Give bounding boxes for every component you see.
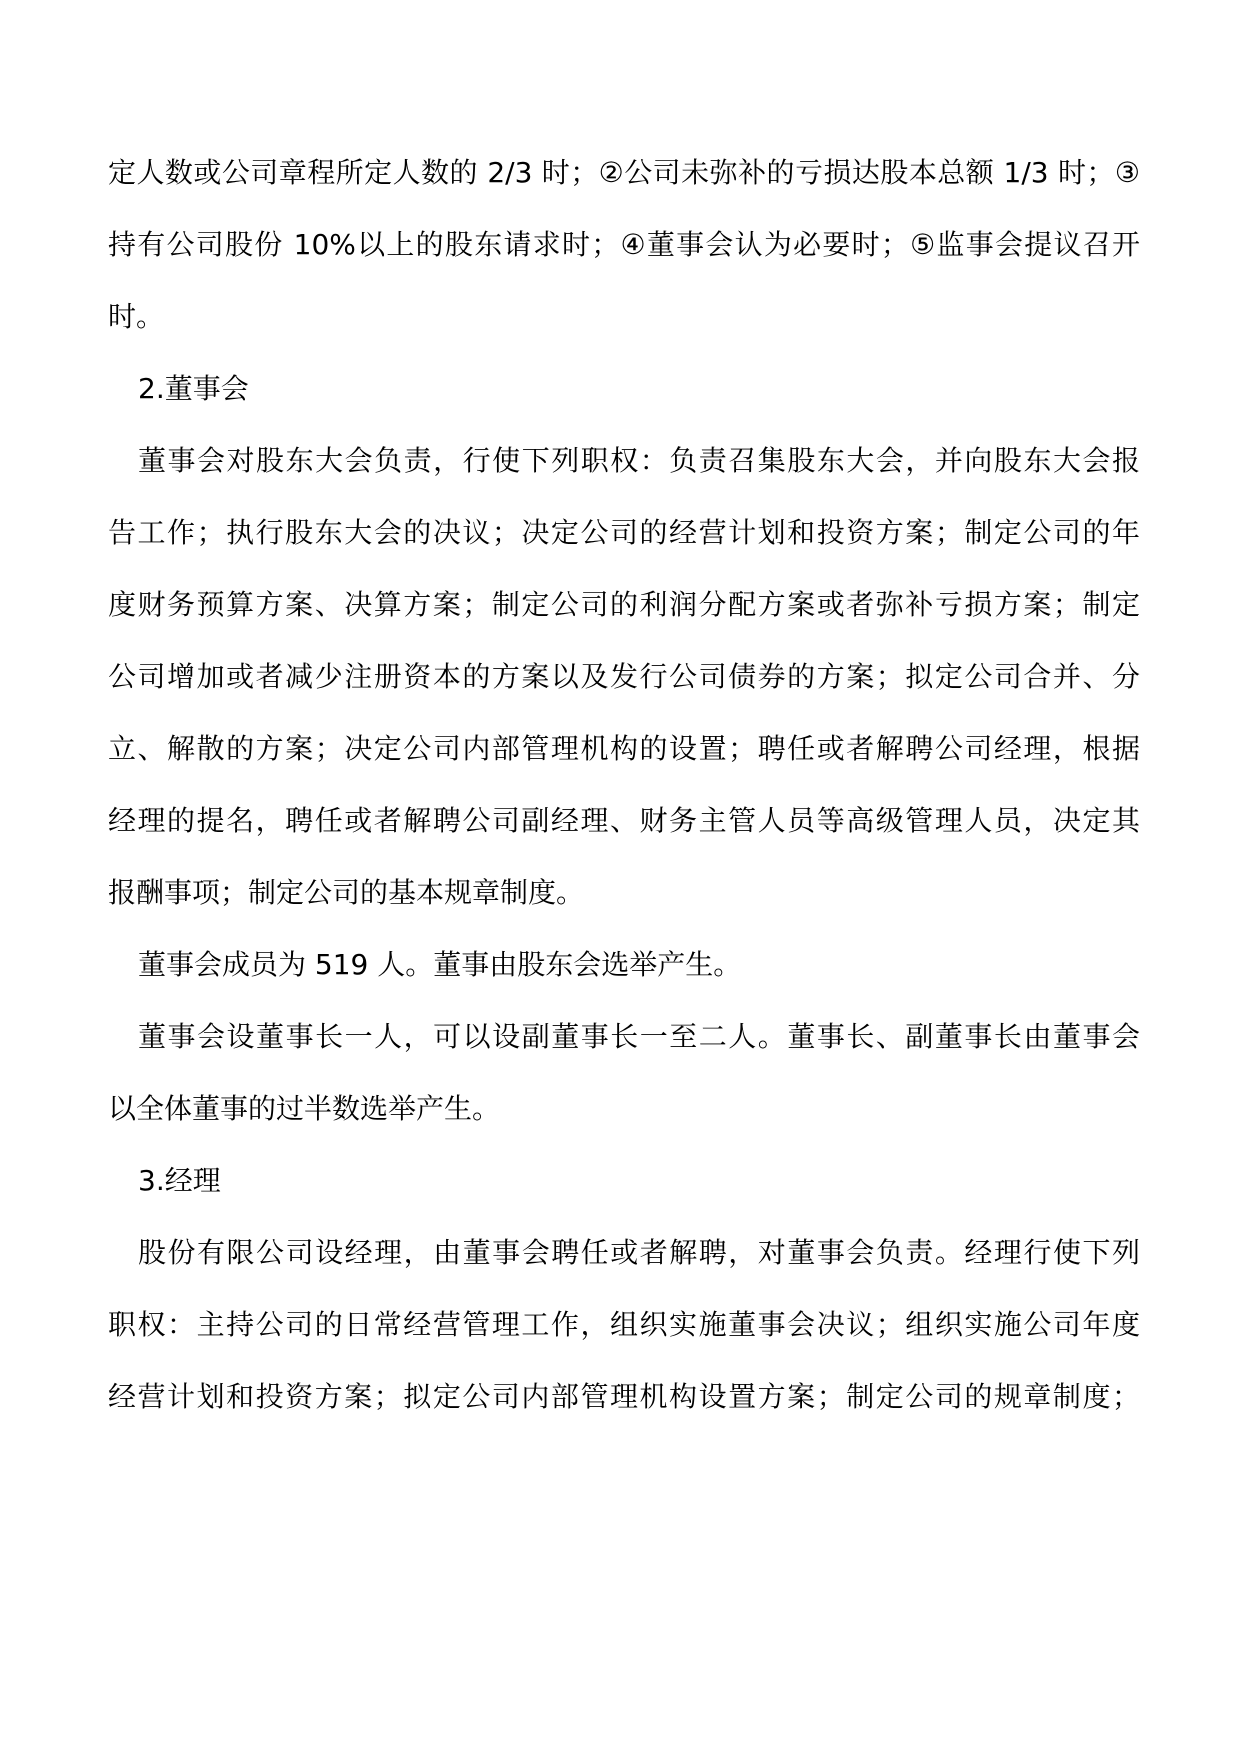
paragraph-line: 董事会成员为 519 人。董事由股东会选举产生。 — [138, 948, 742, 981]
paragraph-line: 时。 — [108, 300, 165, 333]
section-heading: 3.经理 — [138, 1164, 221, 1197]
paragraph-line: 报酬事项；制定公司的基本规章制度。 — [108, 876, 585, 909]
paragraph-line: 定人数或公司章程所定人数的 2/3 时；②公司未弥补的亏损达股本总额 1/3 时；③ — [108, 156, 1140, 189]
paragraph-line: 经营计划和投资方案；拟定公司内部管理机构设置方案；制定公司的规章制度； — [108, 1380, 1140, 1413]
paragraph-line: 以全体董事的过半数选举产生。 — [108, 1092, 501, 1125]
paragraph-line: 董事会设董事长一人，可以设副董事长一至二人。董事长、副董事长由董事会 — [138, 1020, 1140, 1053]
paragraph-line: 公司增加或者减少注册资本的方案以及发行公司债券的方案；拟定公司合并、分 — [108, 660, 1140, 693]
paragraph-line: 职权：主持公司的日常经营管理工作，组织实施董事会决议；组织实施公司年度 — [108, 1308, 1140, 1341]
paragraph-line: 持有公司股份 10%以上的股东请求时；④董事会认为必要时；⑤监事会提议召开 — [108, 228, 1140, 261]
paragraph-line: 经理的提名，聘任或者解聘公司副经理、财务主管人员等高级管理人员，决定其 — [108, 804, 1140, 837]
paragraph-line: 立、解散的方案；决定公司内部管理机构的设置；聘任或者解聘公司经理，根据 — [108, 732, 1140, 765]
paragraph-line: 董事会对股东大会负责，行使下列职权：负责召集股东大会，并向股东大会报 — [138, 444, 1140, 477]
paragraph-line: 股份有限公司设经理，由董事会聘任或者解聘，对董事会负责。经理行使下列 — [138, 1236, 1140, 1269]
section-heading: 2.董事会 — [138, 372, 249, 405]
paragraph-line: 告工作；执行股东大会的决议；决定公司的经营计划和投资方案；制定公司的年 — [108, 516, 1140, 549]
paragraph-line: 度财务预算方案、决算方案；制定公司的利润分配方案或者弥补亏损方案；制定 — [108, 588, 1140, 621]
